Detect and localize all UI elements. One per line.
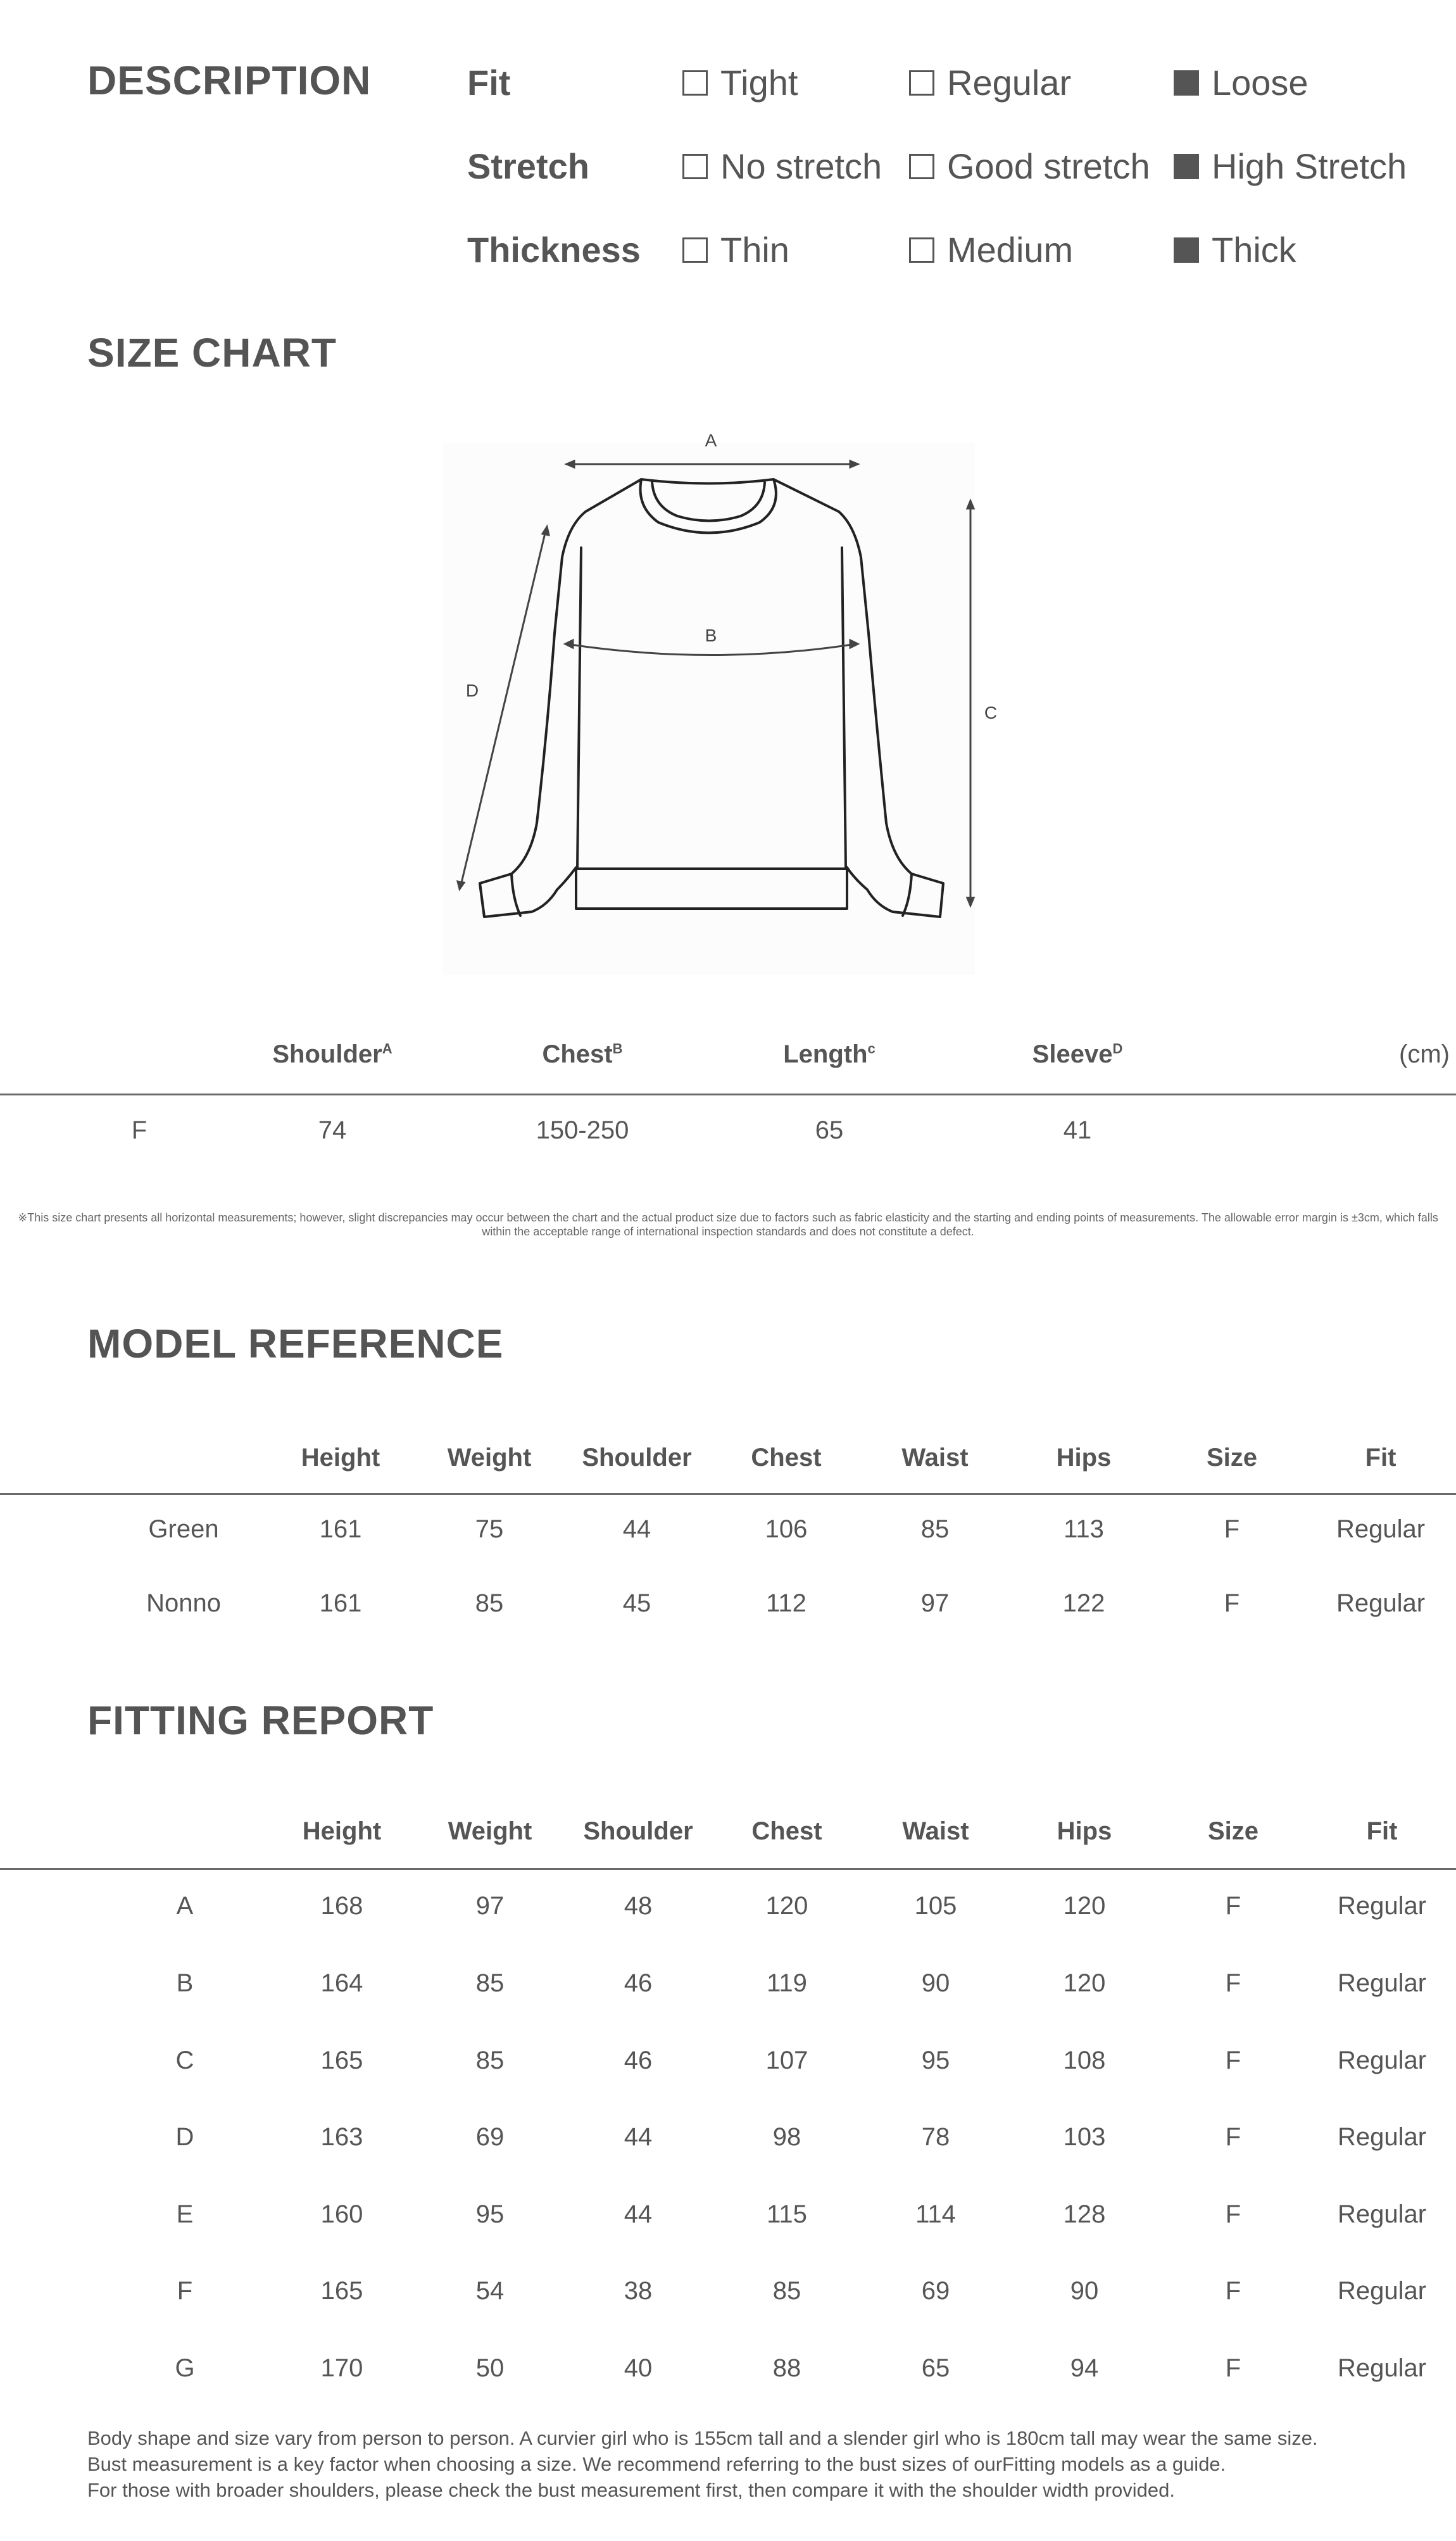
cell: 160	[320, 2200, 363, 2228]
fitting-report-title: FITTING REPORT	[87, 1698, 434, 1743]
size-value-sleeve: 41	[1063, 1116, 1092, 1144]
option-label: Thin	[720, 230, 789, 270]
fitting-header: Fit	[1366, 1817, 1398, 1845]
attr-label-fit: Fit	[467, 63, 511, 103]
fitting-header: Weight	[448, 1817, 532, 1845]
cell: 98	[772, 2123, 801, 2151]
option-label: Thick	[1212, 230, 1296, 270]
cell: 85	[475, 1969, 505, 1997]
cell: F	[1224, 1589, 1240, 1617]
cell: 54	[475, 2277, 505, 2305]
diagram-background	[443, 443, 975, 975]
fitting-footnote	[87, 2425, 1318, 2503]
cell: F	[1225, 2123, 1241, 2151]
cell: 170	[320, 2354, 363, 2382]
cell: 119	[767, 1969, 807, 1997]
fitting-header: Shoulder	[583, 1817, 693, 1845]
cell: 65	[921, 2354, 950, 2382]
cell: 50	[475, 2354, 505, 2382]
cell: 48	[624, 1892, 653, 1920]
cell: 85	[475, 2046, 505, 2074]
checkbox-checked-icon	[1174, 237, 1199, 263]
cell: Regular	[1336, 1515, 1426, 1543]
row-name: Nonno	[146, 1589, 221, 1617]
option-good-stretch	[909, 146, 1150, 187]
cell: 75	[475, 1515, 504, 1543]
option-thick	[1174, 229, 1296, 270]
model-header: Waist	[901, 1444, 969, 1472]
cell: 122	[1062, 1589, 1105, 1617]
cell: Regular	[1337, 2123, 1427, 2151]
cell: Regular	[1337, 1892, 1427, 1920]
diagram-label-c: C	[984, 703, 998, 722]
cell: 108	[1063, 2046, 1106, 2074]
row-name: G	[175, 2354, 195, 2382]
checkbox-unchecked-icon	[682, 70, 708, 96]
row-name: E	[176, 2200, 194, 2228]
model-header: Shoulder	[582, 1444, 692, 1472]
cell: 128	[1063, 2200, 1106, 2228]
row-name: D	[175, 2123, 194, 2151]
option-high-stretch	[1174, 146, 1407, 187]
model-header: Chest	[751, 1444, 822, 1472]
model-header: Fit	[1365, 1444, 1396, 1472]
row-name: C	[175, 2046, 194, 2074]
model-header: Hips	[1056, 1444, 1112, 1472]
cell: 165	[320, 2277, 363, 2305]
footnote-line: Bust measurement is a key factor when choosing a size. We recommend referring to the bust sizes of ourFitting models as a guide.	[87, 2453, 1226, 2475]
cell: Regular	[1337, 2354, 1427, 2382]
attr-label-thickness: Thickness	[467, 230, 641, 270]
checkbox-unchecked-icon	[682, 154, 708, 179]
fitting-header: Chest	[751, 1817, 822, 1845]
fitting-header: Hips	[1057, 1817, 1112, 1845]
cell: 113	[1064, 1515, 1104, 1543]
cell: F	[1225, 2354, 1241, 2382]
diagram-label-d: D	[465, 681, 479, 700]
fitting-header: Waist	[902, 1817, 969, 1845]
model-header: Height	[301, 1444, 380, 1472]
cell: 120	[1063, 1892, 1106, 1920]
row-name: Green	[148, 1515, 219, 1543]
cell: F	[1224, 1515, 1240, 1543]
cell: Regular	[1337, 2200, 1427, 2228]
diagram-label-b: B	[705, 626, 717, 645]
fitting-header: Size	[1207, 1817, 1259, 1845]
checkbox-unchecked-icon	[682, 237, 708, 263]
cell: 114	[915, 2200, 956, 2228]
cell: 85	[772, 2277, 801, 2305]
cell: 165	[320, 2046, 363, 2074]
row-name: A	[176, 1892, 194, 1920]
cell: Regular	[1337, 2277, 1427, 2305]
cell: 94	[1070, 2354, 1099, 2382]
cell: 97	[920, 1589, 950, 1617]
cell: Regular	[1337, 1969, 1427, 1997]
option-label: Loose	[1212, 63, 1309, 103]
attr-label-stretch: Stretch	[467, 146, 589, 186]
footnote-line: For those with broader shoulders, please check the bust measurement first, then compare it with the shoulder width provided.	[87, 2479, 1175, 2501]
option-medium	[909, 229, 1073, 270]
option-tight	[682, 62, 798, 103]
cell: 163	[320, 2123, 363, 2151]
cell: 90	[1070, 2277, 1099, 2305]
size-value-shoulder: 74	[318, 1116, 347, 1144]
cell: 85	[920, 1515, 950, 1543]
option-label: No stretch	[720, 146, 882, 186]
cell: 103	[1063, 2123, 1106, 2151]
cell: Regular	[1337, 2046, 1427, 2074]
size-chart-title: SIZE CHART	[87, 330, 337, 375]
option-label: Good stretch	[947, 146, 1150, 186]
cell: F	[1225, 2046, 1241, 2074]
cell: Regular	[1336, 1589, 1426, 1617]
size-header-sleeve: Sleeve$^D$	[1032, 1040, 1123, 1068]
model-header: Weight	[447, 1444, 532, 1472]
cell: 107	[765, 2046, 808, 2074]
option-thin	[682, 229, 789, 270]
size-header-chest: Chest$^B$	[542, 1040, 623, 1068]
size-chart-note: ※This size chart presents all horizontal measurements; however, slight discrepancies may occur between the chart and the actual product size due to factors such as fabric elasticity and the starting and ending points of measurements. The allowable error margin is ±3cm, which falls within the acceptable range of international inspection standards and does not constitute a defect.	[18, 1211, 1438, 1238]
row-name: F	[177, 2277, 193, 2305]
cell: F	[1225, 2200, 1241, 2228]
cell: 164	[320, 1969, 363, 1997]
option-label: High Stretch	[1212, 146, 1407, 186]
cell: 69	[475, 2123, 505, 2151]
cell: 90	[921, 1969, 950, 1997]
row-name: B	[176, 1969, 194, 1997]
size-header-shoulder: Shoulder$^A$	[272, 1040, 392, 1068]
size-header-length: Length$^c$	[783, 1040, 875, 1068]
diagram-label-a: A	[705, 431, 717, 450]
fitting-header: Height	[302, 1817, 382, 1845]
sweatshirt-diagram	[443, 424, 998, 975]
footnote-line: Body shape and size vary from person to person. A curvier girl who is 155cm tall and a slender girl who is 180cm tall may wear the same size.	[87, 2427, 1318, 2449]
checkbox-checked-icon	[1174, 154, 1199, 179]
cell: 120	[765, 1892, 808, 1920]
size-row-label: F	[131, 1116, 147, 1144]
size-unit: (cm)	[1399, 1040, 1450, 1068]
size-value-length: 65	[815, 1116, 844, 1144]
cell: 112	[766, 1589, 806, 1617]
fitting-table-rule	[0, 1868, 1456, 1870]
size-table-rule	[0, 1094, 1456, 1095]
checkbox-unchecked-icon	[909, 237, 934, 263]
cell: 97	[475, 1892, 505, 1920]
cell: 168	[320, 1892, 363, 1920]
size-value-chest: 150-250	[536, 1116, 629, 1144]
cell: 78	[921, 2123, 950, 2151]
cell: 95	[921, 2046, 950, 2074]
option-loose	[1174, 62, 1309, 103]
cell: 69	[921, 2277, 950, 2305]
cell: 44	[622, 1515, 651, 1543]
option-regular	[909, 62, 1071, 103]
cell: 115	[767, 2200, 807, 2228]
cell: 38	[624, 2277, 653, 2305]
cell: 161	[319, 1515, 362, 1543]
cell: 161	[319, 1589, 362, 1617]
cell: 88	[772, 2354, 801, 2382]
cell: F	[1225, 2277, 1241, 2305]
option-no-stretch	[682, 146, 882, 187]
cell: 105	[914, 1892, 957, 1920]
model-header: Size	[1206, 1444, 1258, 1472]
checkbox-unchecked-icon	[909, 70, 934, 96]
checkbox-checked-icon	[1174, 70, 1199, 96]
cell: 85	[475, 1589, 504, 1617]
model-table-rule	[0, 1493, 1456, 1495]
cell: 46	[624, 1969, 653, 1997]
option-label: Tight	[720, 63, 798, 103]
cell: 45	[622, 1589, 651, 1617]
cell: 95	[475, 2200, 505, 2228]
option-label: Regular	[947, 63, 1072, 103]
cell: 44	[624, 2200, 653, 2228]
option-label: Medium	[947, 230, 1074, 270]
cell: 40	[624, 2354, 653, 2382]
cell: 106	[765, 1515, 808, 1543]
checkbox-unchecked-icon	[909, 154, 934, 179]
cell: 44	[624, 2123, 653, 2151]
description-title: DESCRIPTION	[87, 58, 372, 103]
cell: 46	[624, 2046, 653, 2074]
cell: F	[1225, 1969, 1241, 1997]
cell: 120	[1063, 1969, 1106, 1997]
model-reference-title: MODEL REFERENCE	[87, 1321, 504, 1366]
cell: F	[1225, 1892, 1241, 1920]
